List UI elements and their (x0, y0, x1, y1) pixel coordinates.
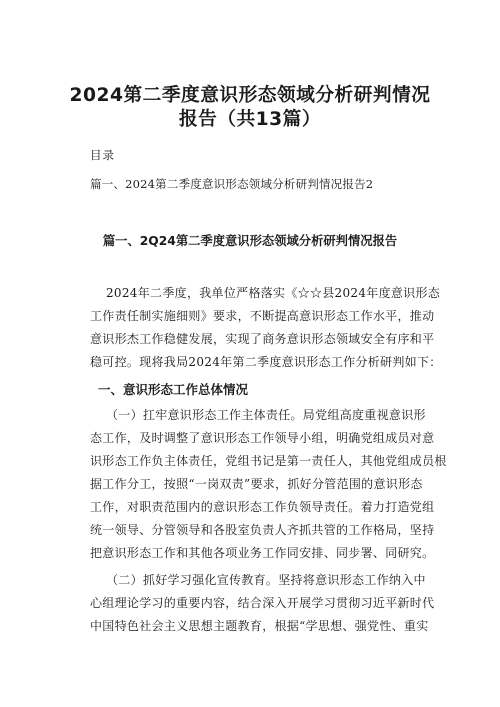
body-line: 识形态工作负主体责任，党组书记是第一责任人，其他党组成员根 (90, 454, 447, 468)
subsection-heading: 一、意识形态工作总体情况 (98, 382, 249, 397)
body-line: （二）抓好学习强化宣传教育。坚持将意识形态工作纳入中 (106, 573, 426, 587)
body-line: 把意识形态工作和其他各项业务工作同安排、同步署、同研究。 (90, 546, 435, 560)
toc-label: 目录 (90, 148, 115, 162)
intro-line: 稳可控。现将我局2024年第二季度意识形态工作分析研判如下： (90, 355, 442, 369)
toc-item[interactable]: 篇一、2024第二季度意识形态领域分析研判情况报告2 (90, 177, 374, 191)
body-line: 工作，对职责范围内的意识形态工作负领导责任。着力打造党组 (90, 500, 435, 514)
section-title: 篇一、2Q24第二季度意识形态领域分析研判情况报告 (102, 234, 398, 248)
body-line: 心组理论学习的重要内容，结合深入开展学习贯彻习近平新时代 (90, 596, 435, 610)
intro-line: 意识形杰工作稳健发展，实现了商务意识形态领域安全有序和平 (90, 332, 435, 346)
body-line: （一）扛牢意识形态工作主体责任。局党组高度重视意识形 (106, 408, 426, 422)
body-line: 中国特色社会主义思想主题教育，根据“学思想、强党性、重实 (90, 619, 429, 633)
body-line: 态工作，及时调整了意识形态工作领导小组，明确党组成员对意 (90, 431, 435, 445)
body-line: 据工作分工，按照“一岗双责”要求，抓好分管范围的意识形态 (90, 477, 423, 491)
intro-line: 2024年二季度，我单位严格落实《☆☆县2024年度意识形态 (106, 286, 441, 300)
document-title-line-2: 报告（共13篇） (178, 109, 322, 130)
body-line: 统一领导、分管领导和各股室负责人齐抓共管的工作格局，坚持 (90, 523, 435, 537)
intro-line: 工作责任制实施细则》要求，不断提高意识形态工作水平，推动 (90, 309, 435, 323)
document-title-line-1: 2024第二季度意识形态领域分析研判情况 (69, 85, 431, 106)
